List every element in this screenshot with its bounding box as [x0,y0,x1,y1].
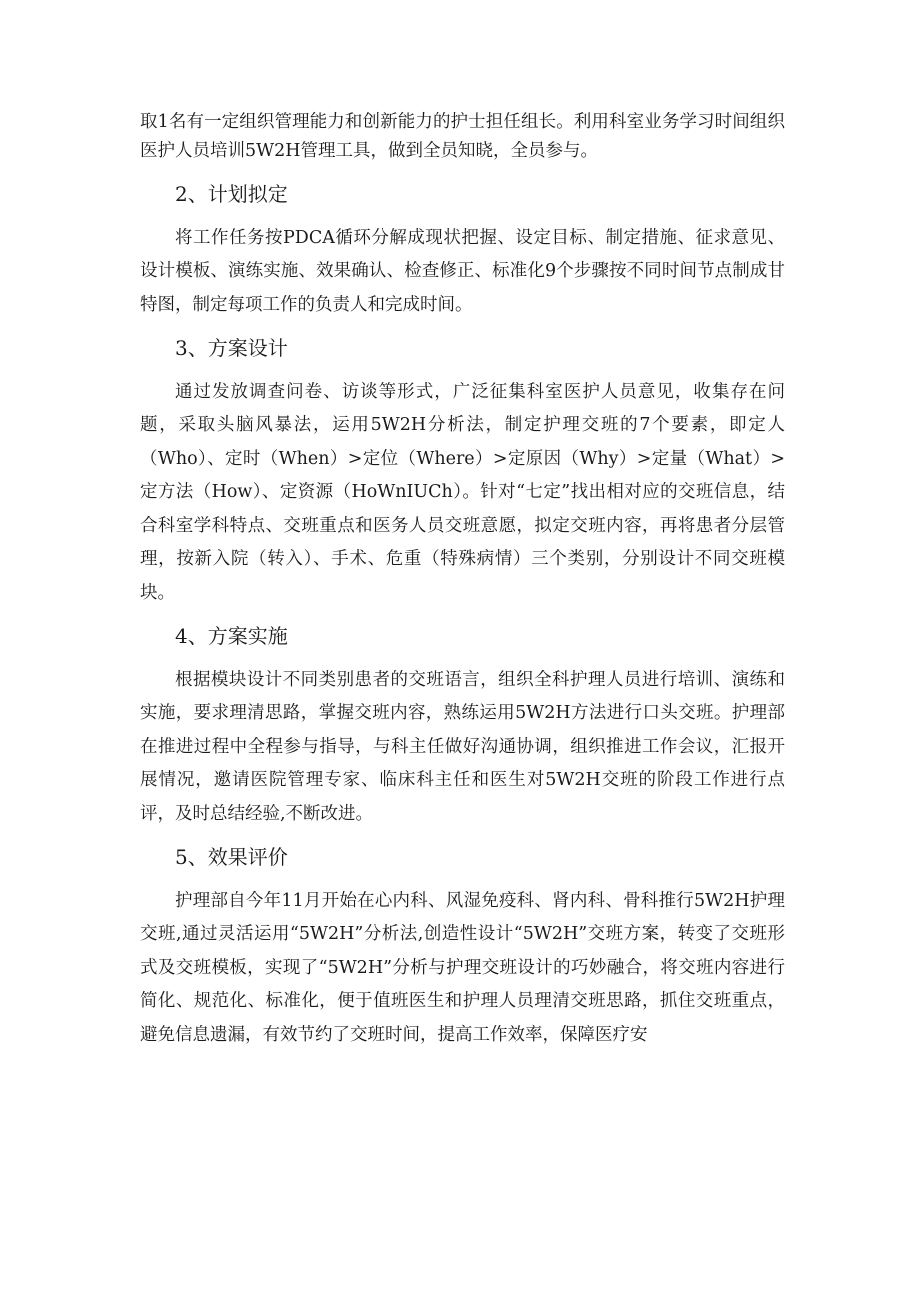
section-design [140,332,785,610]
section-heading-evaluation: 5、效果评价 [175,845,288,869]
section-implementation [140,620,785,831]
section-heading-plan: 2、计划拟定 [175,182,288,206]
section-paragraph-design: 通过发放调查问卷、访谈等形式，广泛征集科室医护人员意见，收集存在问题，采取头脑风暴法，运用5W2H分析法，制定护理交班的7个要素，即定人（Who）、定时（When）>定位（Where）>定原因（Why）>定量（What）>定方法（How）、定资源（HoWnIUCh）。针对“七定”找出相对应的交班信息，结合科室学科特点、交班重点和医务人员交班意愿，拟定交班内容，再将患者分层管理，按新入院（转入）、手术、危重（特殊病情）三个类别，分别设计不同交班模块。 [140,381,785,603]
section-paragraph-plan: 将工作任务按PDCA循环分解成现状把握、设定目标、制定措施、征求意见、设计模板、演练实施、效果确认、检查修正、标准化9个步骤按不同时间节点制成甘特图，制定每项工作的负责人和完成时间。 [140,227,785,315]
section-heading-implementation: 4、方案实施 [175,624,288,648]
intro-paragraph: 取1名有一定组织管理能力和创新能力的护士担任组长。利用科室业务学习时间组织医护人员培训5W2H管理工具，做到全员知晓，全员参与。 [140,112,785,161]
section-paragraph-evaluation: 护理部自今年11月开始在心内科、风湿免疫科、肾内科、骨科推行5W2H护理交班,通过灵活运用“5W2H”分析法,创造性设计“5W2H”交班方案，转变了交班形式及交班模板，实现了“5W2H”分析与护理交班设计的巧妙融合，将交班内容进行简化、规范化、标准化，便于值班医生和护理人员理清交班思路，抓住交班重点，避免信息遗漏，有效节约了交班时间，提高工作效率，保障医疗安 [140,890,785,1045]
section-evaluation [140,841,785,1052]
section-paragraph-implementation: 根据模块设计不同类别患者的交班语言，组织全科护理人员进行培训、演练和实施，要求理清思路，掌握交班内容，熟练运用5W2H方法进行口头交班。护理部在推进过程中全程参与指导，与科主任做好沟通协调，组织推进工作会议，汇报开展情况，邀请医院管理专家、临床科主任和医生对5W2H交班的阶段工作进行点评，及时总结经验,不断改进。 [140,669,785,824]
document-body [140,108,785,1052]
section-plan [140,178,785,322]
section-heading-design: 3、方案设计 [175,336,288,360]
